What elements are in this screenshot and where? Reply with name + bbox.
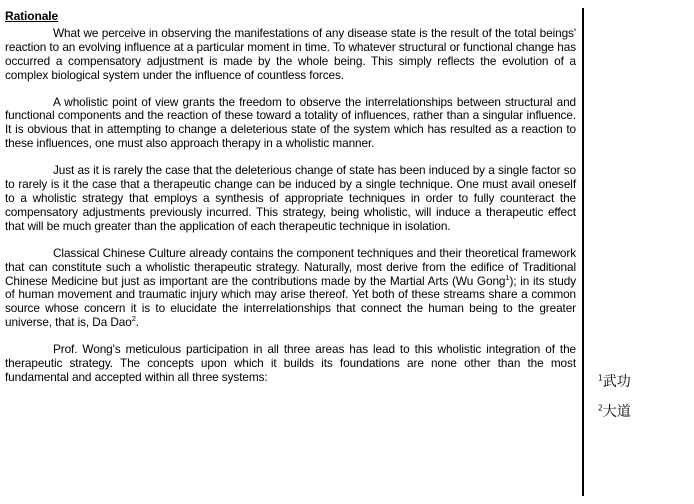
margin-note-1 [598,374,688,390]
margin-note-2-text: 大道 [602,404,631,420]
margin-note-1-text: 武功 [602,374,631,390]
paragraph-4-text-a: Classical Chinese Culture already contains the component techniques and their theoretical framework that can constitute such a wholistic therapeutic strategy. Naturally, most derive from the edifice of Traditional Chinese Medicine but just as important are the contributions made by the Martial Arts (Wu Gong [5,245,576,288]
margin-note-1-ref: 1 [598,373,603,383]
column-divider [582,8,584,496]
margin-notes [598,374,688,420]
paragraph-2: A wholistic point of view grants the freedom to observe the interrelationships between structural and functional components and the reaction of these toward a totality of influences, rather than a singular influence. It is obvious that in attempting to change a deleterious state of the system which has resulted as a reaction to these influences, one must also approach therapy in a wholistic manner. [5,94,576,151]
margin-note-2-ref: 2 [598,403,603,413]
paragraph-1: What we perceive in observing the manifestations of any disease state is the result of the total beings' reaction to an evolving influence at a particular moment in time. To whatever structural or functional change has occurred a compensatory adjustment is made by the whole being. This simply reflects the evolution of a complex biological system under the influence of countless forces. [5,25,576,82]
paragraph-5: Prof. Wong's meticulous participation in all three areas has lead to this wholistic integration of the therapeutic strategy. The concepts upon which it builds its foundations are none other than the most fundamental and accepted within all three systems: [5,342,576,384]
margin-note-2 [598,404,688,420]
footnote-ref-2: 2 [131,314,136,324]
main-text-column [5,10,576,398]
paragraph-4-text-c: . [135,315,139,330]
section-heading: Rationale [5,9,59,23]
paragraph-3: Just as it is rarely the case that the deleterious change of state has been induced by a single factor so to rarely is it the case that a therapeutic change can be induced by a single technique. One must avail oneself to a wholistic strategy that employs a synthesis of appropriate techniques in order to fully counteract the compensatory adjustments previously incurred. This strategy, being wholistic, will induce a therapeutic effect that will be much greater than the application of each therapeutic technique in isolation. [5,163,576,233]
paragraph-4-text-b: ); in its study of human movement and traumatic injury which may arise thereof. Yet both of these streams share a common source whose concern it is to elucidate the interrelationships that connect the human being to the greater universe, that is, Da Dao [5,273,576,330]
paragraph-4 [5,247,576,330]
footnote-ref-1: 1 [505,272,510,282]
